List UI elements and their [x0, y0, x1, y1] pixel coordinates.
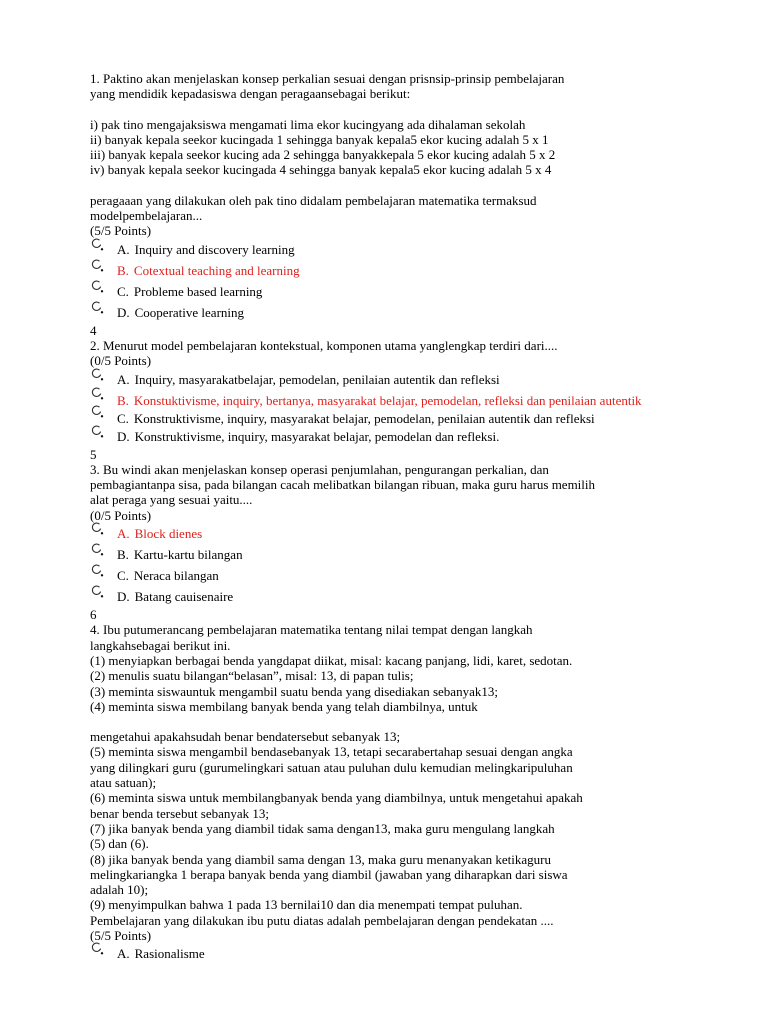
q2-option-a[interactable] [90, 369, 690, 390]
option-text: Neraca bilangan [133, 568, 219, 584]
q1-step: ii) banyak kepala seekor kucingada 1 sehingga banyak kepala5 ekor kucing adalah 5 x 1 [90, 131, 549, 147]
radio-option-icon[interactable] [90, 424, 104, 438]
q1-intro-line: 1. Paktino akan menjelaskan konsep perkalian sesuai dengan prisnsip-prinsip pembelajaran [90, 71, 565, 86]
option-letter: A. [117, 371, 130, 387]
q1-step: iii) banyak kepala seekor kucing ada 2 sehingga banyakkepala 5 ekor kucing adalah 5 x 2 [90, 147, 556, 163]
q4-step-line: atau satuan); [90, 775, 157, 791]
q2-option-c[interactable] [90, 408, 690, 426]
q3-question-line: 3. Bu windi akan menjelaskan konsep operasi penjumlahan, pengurangan perkalian, dan [90, 461, 549, 477]
radio-option-icon[interactable] [90, 563, 104, 577]
option-text: Konstuktivisme, inquiry, bertanya, masyarakat belajar, pemodelan, refleksi dan penilaian autentik [133, 392, 642, 408]
option-letter: C. [117, 410, 129, 426]
question-4 [90, 607, 690, 964]
option-text: Kartu-kartu bilangan [133, 547, 243, 563]
option-text: Probleme based learning [133, 283, 263, 299]
radio-option-icon[interactable] [90, 258, 104, 272]
q4-step-line: benar benda tersebut sebanyak 13; [90, 805, 270, 821]
question-2 [90, 323, 690, 447]
q4-step-line: (6) meminta siswa untuk membilangbanyak benda yang diambilnya, untuk mengetahui apakah [90, 790, 583, 806]
q4-step-line: yang dilingkari guru (gurumelingkari satuan atau puluhan dulu kemudian melingkaripuluhan [90, 759, 573, 775]
q1-options [90, 239, 690, 323]
q4-step-line: (5) meminta siswa mengambil bendasebanyak 13, tetapi secarabertahap sesuai dengan angka [90, 744, 573, 760]
radio-option-icon[interactable] [90, 584, 104, 598]
option-text: Rasionalisme [134, 946, 205, 962]
radio-option-icon[interactable] [90, 386, 104, 400]
q4-step-line: (9) menyimpulkan bahwa 1 pada 13 bernilai10 dan dia menempati tempat puluhan. [90, 897, 523, 913]
option-text: Inquiry, masyarakatbelajar, pemodelan, penilaian autentik dan refleksi [134, 371, 500, 387]
option-text: Cooperative learning [134, 304, 245, 320]
document-page [90, 71, 690, 964]
radio-option-icon[interactable] [90, 300, 104, 314]
radio-option-icon[interactable] [90, 542, 104, 556]
q2-option-b[interactable] [90, 390, 690, 408]
q4-options [90, 943, 690, 964]
q3-option-c[interactable] [90, 565, 690, 586]
q4-step-line: adalah 10); [90, 882, 149, 898]
radio-option-icon[interactable] [90, 237, 104, 251]
option-text: Konstruktivisme, inquiry, masyarakat belajar, pemodelan, penilaian autentik dan refleksi [133, 410, 595, 426]
q1-intro-line: yang mendidik kepadasiswa dengan peragaansebagai berikut: [90, 86, 411, 102]
q3-option-d[interactable] [90, 586, 690, 607]
q1-option-b[interactable] [90, 260, 690, 281]
q1-question-line: modelpembelajaran... [90, 208, 203, 224]
q4-step-line: (8) jika banyak benda yang diambil sama dengan 13, maka guru menanyakan ketikaguru [90, 851, 551, 867]
option-letter: A. [117, 241, 130, 257]
option-letter: D. [117, 304, 130, 320]
option-letter: A. [117, 526, 130, 542]
q3-question-line: alat peraga yang sesuai yaitu.... [90, 492, 253, 508]
q4-step-line: (4) meminta siswa membilang banyak benda yang telah diambilnya, untuk [90, 698, 478, 714]
option-text: Block dienes [134, 526, 203, 542]
q1-option-a[interactable] [90, 239, 690, 260]
q4-steps-a [90, 653, 690, 714]
radio-option-icon[interactable] [90, 941, 104, 955]
q2-options [90, 369, 690, 447]
q1-option-d[interactable] [90, 302, 690, 323]
question-3 [90, 447, 690, 607]
option-letter: B. [117, 547, 129, 563]
q4-steps-b [90, 729, 690, 928]
q4-step-line: (2) menulis suatu bilangan“belasan”, misal: 13, di papan tulis; [90, 668, 414, 684]
option-letter: C. [117, 283, 129, 299]
q1-step: i) pak tino mengajaksiswa mengamati lima ekor kucingyang ada dihalaman sekolah [90, 116, 526, 132]
q3-options [90, 523, 690, 607]
q4-step-line: (1) menyiapkan berbagai benda yangdapat diikat, misal: kacang panjang, lidi, karet, sedotan. [90, 652, 573, 668]
q2-option-d[interactable] [90, 426, 690, 447]
q1-option-c[interactable] [90, 281, 690, 302]
option-letter: A. [117, 946, 130, 962]
q4-intro-line: langkahsebagai berikut ini. [90, 637, 231, 653]
radio-option-icon[interactable] [90, 521, 104, 535]
q4-step-line: (5) dan (6). [90, 836, 149, 852]
q4-step-line: melingkariangka 1 berapa banyak benda yang diambil (jawaban yang diharapkan dari siswa [90, 866, 568, 882]
q4-number: 6 [90, 607, 97, 623]
option-letter: B. [117, 392, 129, 408]
q1-points: (5/5 Points) [90, 223, 152, 239]
q2-number: 4 [90, 322, 97, 338]
q4-step-line: mengetahui apakahsudah benar bendatersebut sebanyak 13; [90, 729, 401, 745]
option-text: Batang cauisenaire [134, 589, 234, 605]
q3-number: 5 [90, 446, 97, 462]
radio-option-icon[interactable] [90, 404, 104, 418]
q3-option-b[interactable] [90, 544, 690, 565]
q1-question-line: peragaaan yang dilakukan oleh pak tino didalam pembelajaran matematika termaksud [90, 192, 537, 208]
radio-option-icon[interactable] [90, 279, 104, 293]
q2-points: (0/5 Points) [90, 353, 152, 369]
option-letter: D. [117, 428, 130, 444]
q4-option-a[interactable] [90, 943, 690, 964]
option-text: Cotextual teaching and learning [133, 262, 300, 278]
question-1 [90, 71, 690, 323]
q3-option-a[interactable] [90, 523, 690, 544]
q4-points: (5/5 Points) [90, 927, 152, 943]
q4-step-line: (3) meminta siswauntuk mengambil suatu benda yang disediakan sebanyak13; [90, 683, 498, 699]
option-letter: C. [117, 568, 129, 584]
q4-intro-line: 4. Ibu putumerancang pembelajaran matematika tentang nilai tempat dengan langkah [90, 622, 533, 638]
q3-points: (0/5 Points) [90, 507, 152, 523]
q4-step-line: Pembelajaran yang dilakukan ibu putu diatas adalah pembelajaran dengan pendekatan .... [90, 912, 554, 928]
option-text: Inquiry and discovery learning [134, 241, 295, 257]
option-letter: D. [117, 589, 130, 605]
radio-option-icon[interactable] [90, 367, 104, 381]
q4-step-line: (7) jika banyak benda yang diambil tidak sama dengan13, maka guru mengulang langkah [90, 820, 555, 836]
q3-question-line: pembagiantanpa sisa, pada bilangan cacah melibatkan bilangan ribuan, maka guru harus memilih [90, 477, 596, 493]
option-letter: B. [117, 262, 129, 278]
q2-question: 2. Menurut model pembelajaran kontekstual, komponen utama yanglengkap terdiri dari.... [90, 337, 558, 353]
q1-step: iv) banyak kepala seekor kucingada 4 sehingga banyak kepala5 ekor kucing adalah 5 x 4 [90, 162, 552, 178]
option-text: Konstruktivisme, inquiry, masyarakat belajar, pemodelan dan refleksi. [134, 428, 500, 444]
